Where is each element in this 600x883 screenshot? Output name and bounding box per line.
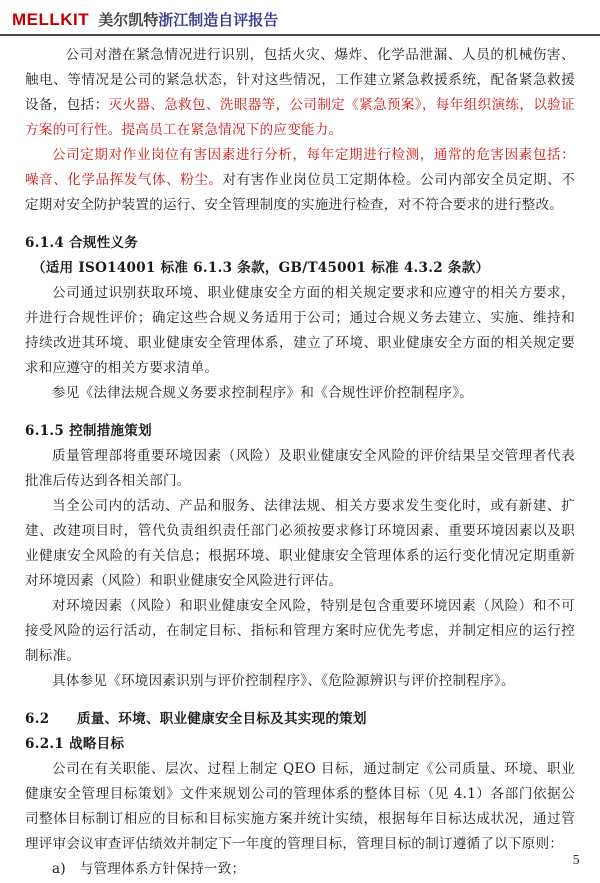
section-subheading-applicable-clauses: （适用 ISO14001 标准 6.1.3 条款，GB/T45001 标准 4.3.2 条款） (32, 260, 490, 276)
paragraph-qeo-targets (25, 757, 575, 857)
paragraph-compliance-reference (25, 381, 575, 406)
company-name: 美尔凯特 (98, 11, 159, 29)
list-item-a (25, 857, 575, 882)
text-run: 当全公司内的活动、产品和服务、法律法规、相关方要求发生变化时，或有新建、扩建、改建项目时，管代负责组织责任部门必须按要求修订环境因素、重要环境因素以及职业健康安全风险的有关信息；根据环境、职业健康安全管理体系的运行变化情况定期重新对环境因素（风险）和职业健康安全风险进行评估。 (25, 498, 575, 589)
text-run: 公司在有关职能、层次、过程上制定 QEO 目标，通过制定《公司质量、环境、职业健康安全管理目标策划》文件来规划公司的管理体系的整体目标（见 4.1）各部门依据公司整体目标制订相应的目标和目标实施方案并统计实绩，根据每年目标达成状况，通过管理评审会议审查评估绩效并制定下一年度的管理目标，管理目标的制订遵循了以下原则： (25, 761, 575, 852)
text-run: 对有害作业岗位员工定期体检。公司内部安全员定期、不定期对安全防护装置的运行、安全管理制度的实施进行检查，对不符合要求的进行整改。 (25, 172, 575, 213)
report-title: 浙江制造自评报告 (158, 11, 279, 29)
highlighted-text-run: 公司定期对作业岗位有害因素进行分析，每年定期进行检测，通常的危害因素包括：噪音、化学品挥发气体、粉尘。 (25, 147, 575, 188)
paragraph-procedures-reference (25, 669, 575, 694)
text-run: 具体参见《环境因素识别与评价控制程序》、《危险源辨识与评价控制程序》。 (52, 673, 515, 689)
section-heading-6-2-1: 6.2.1 战略目标 (25, 736, 125, 752)
text-run: 公司通过识别获取环境、职业健康安全方面的相关规定要求和应遵守的相关方要求，并进行合规性评价；确定这些合规义务适用于公司；通过合规义务去建立、实施、维持和持续改进其环境、职业健康安全管理体系，建立了环境、职业健康安全方面的相关规定要求和应遵守的相关方要求清单。 (25, 285, 575, 376)
paragraph-change-revision (25, 494, 575, 594)
paragraph-harmful-factor-analysis (25, 143, 575, 218)
text-run: 对环境因素（风险）和职业健康安全风险，特别是包含重要环境因素（风险）和不可接受风险的运行活动，在制定目标、指标和管理方案时应优先考虑，并制定相应的运行控制标准。 (25, 598, 575, 664)
text-run: a) 与管理体系方针保持一致； (52, 861, 246, 877)
text-run: 质量管理部将重要环境因素（风险）及职业健康安全风险的评价结果呈交管理者代表批准后传达到各相关部门。 (25, 448, 575, 489)
paragraph-emergency-identification (25, 43, 575, 143)
document-header (0, 0, 600, 36)
brand-logo-text: MELLKIT (12, 10, 90, 29)
paragraph-priority-control-standards (25, 594, 575, 669)
paragraph-compliance-obligations (25, 281, 575, 381)
highlighted-text-run: 灭火器、急救包、洗眼器等，公司制定《紧急预案》，每年组织演练，以验证方案的可行性。提高员工在紧急情况下的应变能力。 (25, 97, 575, 138)
paragraph-risk-evaluation-approval (25, 444, 575, 494)
text-run: 公司对潜在紧急情况进行识别，包括火灾、爆炸、化学品泄漏、人员的机械伤害、触电、等情况是公司的紧急状态，针对这些情况，工作建立紧急救援系统，配备紧急救援设备，包括： (25, 47, 575, 113)
page-number: 5 (572, 853, 580, 867)
document-body (0, 36, 600, 882)
text-run: 参见《法律法规合规义务要求控制程序》和《合规性评价控制程序》。 (52, 385, 474, 401)
section-heading-6-2: 6.2 质量、环境、职业健康安全目标及其实现的策划 (25, 711, 367, 727)
section-heading-6-1-4: 6.1.4 合规性义务 (25, 235, 139, 251)
section-heading-6-1-5: 6.1.5 控制措施策划 (25, 423, 152, 439)
